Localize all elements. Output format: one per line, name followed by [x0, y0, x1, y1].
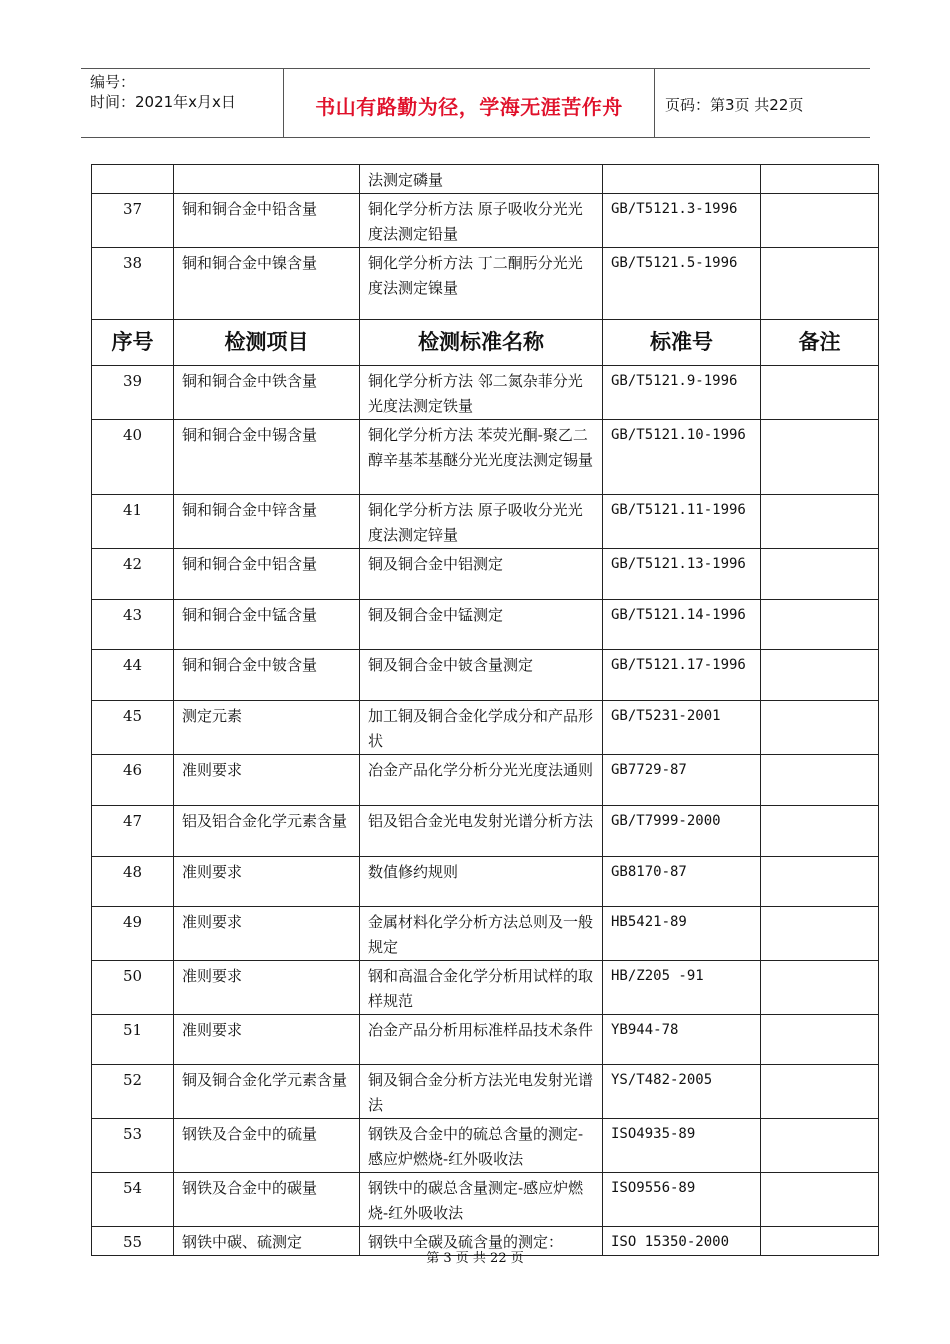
remark-cell	[761, 248, 879, 320]
table-row	[92, 701, 879, 755]
remark-cell	[761, 961, 879, 1015]
row-number-cell: 42	[92, 549, 174, 600]
standard-name-cell: 铜及铜合金中铍含量测定	[360, 650, 603, 701]
table-row	[92, 961, 879, 1015]
serial-label: 编号：	[90, 73, 136, 91]
row-number-cell: 53	[92, 1119, 174, 1173]
standard-name-cell: 铜化学分析方法 原子吸收分光光度法测定铅量	[360, 194, 603, 248]
test-item-cell: 铜和铜合金中锌含量	[174, 495, 360, 549]
row-number-cell: 39	[92, 366, 174, 420]
standard-number-cell: GB/T5121.14-1996	[603, 600, 761, 650]
standard-name-cell: 铝及铝合金光电发射光谱分析方法	[360, 806, 603, 857]
remark-cell	[761, 366, 879, 420]
row-number-cell: 44	[92, 650, 174, 701]
table-row	[92, 600, 879, 650]
table-row	[92, 857, 879, 907]
remark-cell	[761, 1015, 879, 1065]
standard-name-cell: 金属材料化学分析方法总则及一般规定	[360, 907, 603, 961]
row-number-cell: 41	[92, 495, 174, 549]
standard-name-cell: 铜及铜合金中铝测定	[360, 549, 603, 600]
test-item-cell: 铜和铜合金中锡含量	[174, 420, 360, 495]
time-label: 时间：2021年x月x日	[90, 93, 236, 111]
standard-number-cell: GB/T5121.17-1996	[603, 650, 761, 701]
row-number-cell	[92, 165, 174, 194]
standard-name-cell: 冶金产品化学分析分光光度法通则	[360, 755, 603, 806]
column-header: 序号	[92, 320, 174, 366]
standard-name-cell: 铜及铜合金分析方法光电发射光谱法	[360, 1065, 603, 1119]
test-item-cell	[174, 165, 360, 194]
table-row	[92, 495, 879, 549]
test-item-cell: 铜和铜合金中铍含量	[174, 650, 360, 701]
page-footer: 第 3 页 共 22 页	[426, 1251, 524, 1266]
remark-cell	[761, 857, 879, 907]
standard-name-cell: 钢铁中全碳及硫含量的测定：	[360, 1227, 603, 1256]
standard-number-cell: ISO 15350-2000	[603, 1227, 761, 1256]
standard-number-cell: ISO9556-89	[603, 1173, 761, 1227]
test-item-cell: 铜和铜合金中铅含量	[174, 194, 360, 248]
standard-number-cell	[603, 165, 761, 194]
test-item-cell: 准则要求	[174, 907, 360, 961]
standard-number-cell: GB/T5121.9-1996	[603, 366, 761, 420]
table-row	[92, 806, 879, 857]
table-row	[92, 194, 879, 248]
standard-number-cell: ISO4935-89	[603, 1119, 761, 1173]
remark-cell	[761, 701, 879, 755]
table-row	[92, 1015, 879, 1065]
standard-number-cell: HB/Z205 -91	[603, 961, 761, 1015]
header-meta-cell	[81, 69, 284, 137]
table-row	[92, 1065, 879, 1119]
row-number-cell: 46	[92, 755, 174, 806]
table-row	[92, 366, 879, 420]
row-number-cell: 55	[92, 1227, 174, 1256]
test-item-cell: 准则要求	[174, 1015, 360, 1065]
row-number-cell: 52	[92, 1065, 174, 1119]
standard-number-cell: GB7729-87	[603, 755, 761, 806]
test-item-cell: 铜和铜合金中铁含量	[174, 366, 360, 420]
remark-cell	[761, 755, 879, 806]
row-number-cell: 37	[92, 194, 174, 248]
standard-number-cell: GB8170-87	[603, 857, 761, 907]
remark-cell	[761, 420, 879, 495]
header-motto-cell	[284, 69, 655, 137]
standard-name-cell: 钢和高温合金化学分析用试样的取样规范	[360, 961, 603, 1015]
test-item-cell: 铜和铜合金中锰含量	[174, 600, 360, 650]
remark-cell	[761, 1119, 879, 1173]
table-row	[92, 1173, 879, 1227]
standard-number-cell: GB/T5121.11-1996	[603, 495, 761, 549]
standard-name-cell: 钢铁及合金中的硫总含量的测定-感应炉燃烧-红外吸收法	[360, 1119, 603, 1173]
standards-table-body	[92, 165, 879, 1256]
remark-cell	[761, 600, 879, 650]
test-item-cell: 钢铁及合金中的硫量	[174, 1119, 360, 1173]
row-number-cell: 51	[92, 1015, 174, 1065]
row-number-cell: 49	[92, 907, 174, 961]
standard-name-cell: 冶金产品分析用标准样品技术条件	[360, 1015, 603, 1065]
test-item-cell: 准则要求	[174, 961, 360, 1015]
row-number-cell: 47	[92, 806, 174, 857]
standard-number-cell: GB/T5231-2001	[603, 701, 761, 755]
standard-number-cell: YS/T482-2005	[603, 1065, 761, 1119]
remark-cell	[761, 650, 879, 701]
remark-cell	[761, 495, 879, 549]
remark-cell	[761, 907, 879, 961]
table-row	[92, 907, 879, 961]
test-item-cell: 准则要求	[174, 857, 360, 907]
test-item-cell: 准则要求	[174, 755, 360, 806]
standard-number-cell: GB/T5121.10-1996	[603, 420, 761, 495]
page-header	[81, 68, 870, 138]
row-number-cell: 38	[92, 248, 174, 320]
test-item-cell: 钢铁中碳、硫测定	[174, 1227, 360, 1256]
standard-number-cell: GB/T5121.5-1996	[603, 248, 761, 320]
standard-name-cell: 铜化学分析方法 丁二酮肟分光光度法测定镍量	[360, 248, 603, 320]
standard-number-cell: HB5421-89	[603, 907, 761, 961]
standard-name-cell: 数值修约规则	[360, 857, 603, 907]
page-info: 页码：第3页 共22页	[665, 96, 804, 114]
remark-cell	[761, 1065, 879, 1119]
standard-name-cell: 铜化学分析方法 原子吸收分光光度法测定锌量	[360, 495, 603, 549]
remark-cell	[761, 549, 879, 600]
standard-name-cell: 钢铁中的碳总含量测定-感应炉燃烧-红外吸收法	[360, 1173, 603, 1227]
row-number-cell: 50	[92, 961, 174, 1015]
remark-cell	[761, 1173, 879, 1227]
standards-table	[91, 164, 879, 1256]
row-number-cell: 54	[92, 1173, 174, 1227]
test-item-cell: 钢铁及合金中的碳量	[174, 1173, 360, 1227]
column-header: 检测项目	[174, 320, 360, 366]
standard-name-cell: 铜化学分析方法 苯荧光酮-聚乙二醇辛基苯基醚分光光度法测定锡量	[360, 420, 603, 495]
standard-name-cell: 法测定磷量	[360, 165, 603, 194]
column-header: 标准号	[603, 320, 761, 366]
header-page-cell	[655, 69, 870, 137]
remark-cell	[761, 806, 879, 857]
row-number-cell: 48	[92, 857, 174, 907]
standard-name-cell: 铜化学分析方法 邻二氮杂菲分光光度法测定铁量	[360, 366, 603, 420]
test-item-cell: 测定元素	[174, 701, 360, 755]
standard-number-cell: GB/T5121.3-1996	[603, 194, 761, 248]
test-item-cell: 铜和铜合金中铝含量	[174, 549, 360, 600]
standard-name-cell: 加工铜及铜合金化学成分和产品形状	[360, 701, 603, 755]
standard-number-cell: GB/T7999-2000	[603, 806, 761, 857]
column-header: 检测标准名称	[360, 320, 603, 366]
motto-text: 书山有路勤为径，学海无涯苦作舟	[315, 95, 623, 119]
row-number-cell: 45	[92, 701, 174, 755]
standard-name-cell: 铜及铜合金中锰测定	[360, 600, 603, 650]
column-header: 备注	[761, 320, 879, 366]
test-item-cell: 铝及铝合金化学元素含量	[174, 806, 360, 857]
table-header-row	[92, 320, 879, 366]
table-row	[92, 549, 879, 600]
table-row	[92, 248, 879, 320]
remark-cell	[761, 165, 879, 194]
row-number-cell: 40	[92, 420, 174, 495]
table-row	[92, 1119, 879, 1173]
test-item-cell: 铜和铜合金中镍含量	[174, 248, 360, 320]
table-row	[92, 165, 879, 194]
table-row	[92, 420, 879, 495]
row-number-cell: 43	[92, 600, 174, 650]
remark-cell	[761, 194, 879, 248]
standard-number-cell: GB/T5121.13-1996	[603, 549, 761, 600]
table-row	[92, 755, 879, 806]
standard-number-cell: YB944-78	[603, 1015, 761, 1065]
table-row	[92, 650, 879, 701]
test-item-cell: 铜及铜合金化学元素含量	[174, 1065, 360, 1119]
